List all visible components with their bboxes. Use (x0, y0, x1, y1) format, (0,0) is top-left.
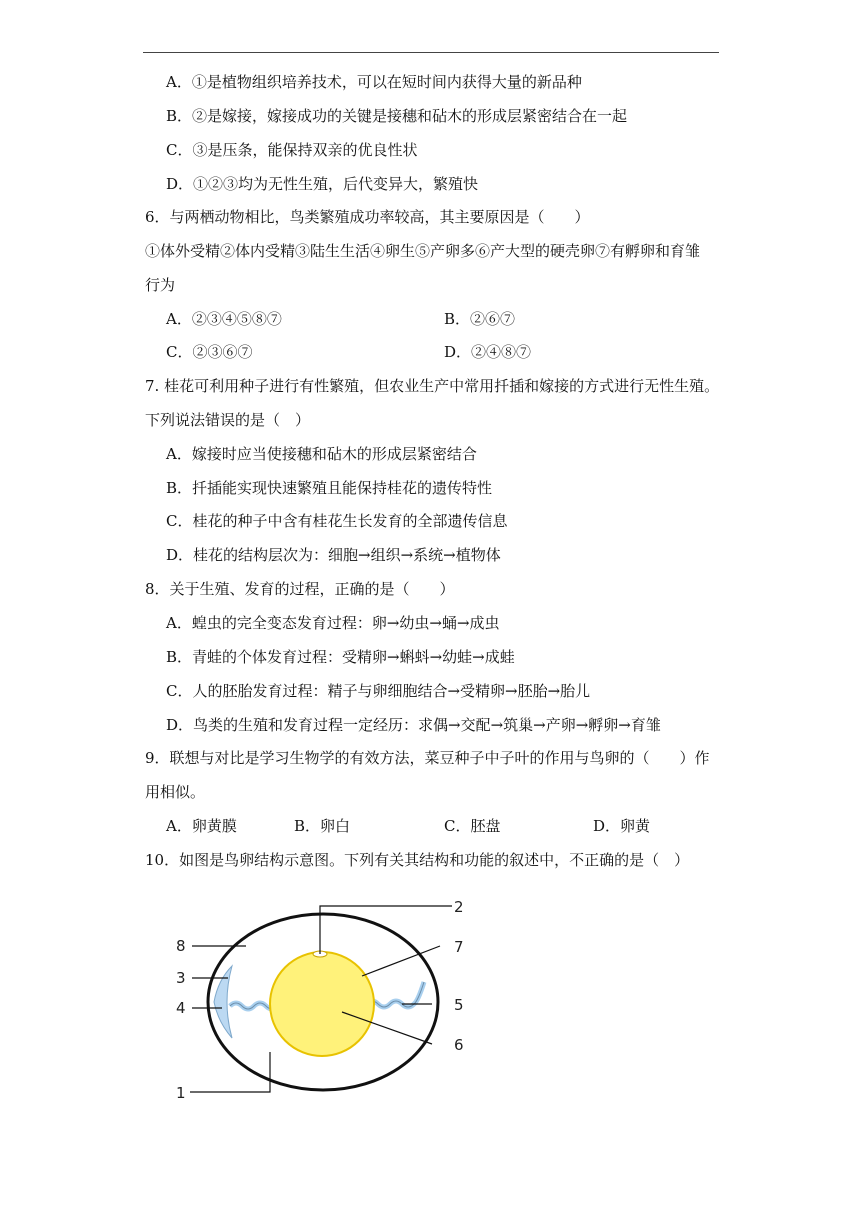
q7-stem-line1: 7. 桂花可利用种子进行有性繁殖，但农业生产中常用扦插和嫁接的方式进行无性生殖。 (145, 377, 720, 395)
q7-stem-line2: 下列说法错误的是（ ） (145, 411, 311, 429)
q9-option-d: D．卵黄 (593, 817, 651, 835)
q5-option-a: A．①是植物组织培养技术，可以在短时间内获得大量的新品种 (166, 73, 582, 91)
q5-option-b: B．②是嫁接，嫁接成功的关键是接穗和砧木的形成层紧密结合在一起 (166, 107, 628, 125)
q6-option-d: D．②④⑧⑦ (444, 343, 532, 361)
q6-option-b: B．②⑥⑦ (444, 310, 516, 328)
label-7: 7 (454, 938, 464, 956)
q8-option-b: B．青蛙的个体发育过程：受精卵→蝌蚪→幼蛙→成蛙 (166, 648, 515, 666)
label-4: 4 (176, 999, 186, 1017)
q10-stem: 10．如图是鸟卵结构示意图。下列有关其结构和功能的叙述中，不正确的是（ ） (145, 851, 690, 869)
q5-option-d: D．①②③均为无性生殖，后代变异大，繁殖快 (166, 175, 479, 193)
header-rule (143, 52, 719, 53)
q6-items-line2: 行为 (145, 276, 176, 294)
q9-option-a: A．卵黄膜 (166, 817, 237, 835)
q7-option-d: D．桂花的结构层次为：细胞→组织→系统→植物体 (166, 546, 501, 564)
q5-option-c: C．③是压条，能保持双亲的优良性状 (166, 141, 418, 159)
label-2: 2 (454, 898, 464, 916)
yolk (270, 952, 374, 1056)
q9-option-b: B．卵白 (294, 817, 351, 835)
q6-option-c: C．②③⑥⑦ (166, 343, 253, 361)
label-3: 3 (176, 969, 186, 987)
q6-stem: 6．与两栖动物相比，鸟类繁殖成功率较高，其主要原因是（ ） (145, 208, 590, 226)
q7-option-b: B．扦插能实现快速繁殖且能保持桂花的遗传特性 (166, 479, 493, 497)
q9-stem-line1: 9．联想与对比是学习生物学的有效方法，菜豆种子中子叶的作用与鸟卵的（ ）作 (145, 749, 710, 767)
q7-option-c: C．桂花的种子中含有桂花生长发育的全部遗传信息 (166, 512, 508, 530)
q9-stem-line2: 用相似。 (145, 783, 206, 801)
bird-egg-diagram (170, 892, 480, 1112)
q6-option-a: A．②③④⑤⑧⑦ (166, 310, 282, 328)
label-1: 1 (176, 1084, 186, 1102)
q7-option-a: A．嫁接时应当使接穗和砧木的形成层紧密结合 (166, 445, 477, 463)
q8-stem: 8．关于生殖、发育的过程，正确的是（ ） (145, 580, 455, 598)
label-5: 5 (454, 996, 464, 1014)
label-8: 8 (176, 937, 186, 955)
q8-option-a: A．蝗虫的完全变态发育过程：卵→幼虫→蛹→成虫 (166, 614, 500, 632)
label-6: 6 (454, 1036, 464, 1054)
q8-option-d: D．鸟类的生殖和发育过程一定经历：求偶→交配→筑巢→产卵→孵卵→育雏 (166, 716, 661, 734)
q8-option-c: C．人的胚胎发育过程：精子与卵细胞结合→受精卵→胚胎→胎儿 (166, 682, 591, 700)
q9-option-c: C．胚盘 (444, 817, 501, 835)
q6-items-line1: ①体外受精②体内受精③陆生生活④卵生⑤产卵多⑥产大型的硬壳卵⑦有孵卵和育雏 (145, 242, 701, 260)
